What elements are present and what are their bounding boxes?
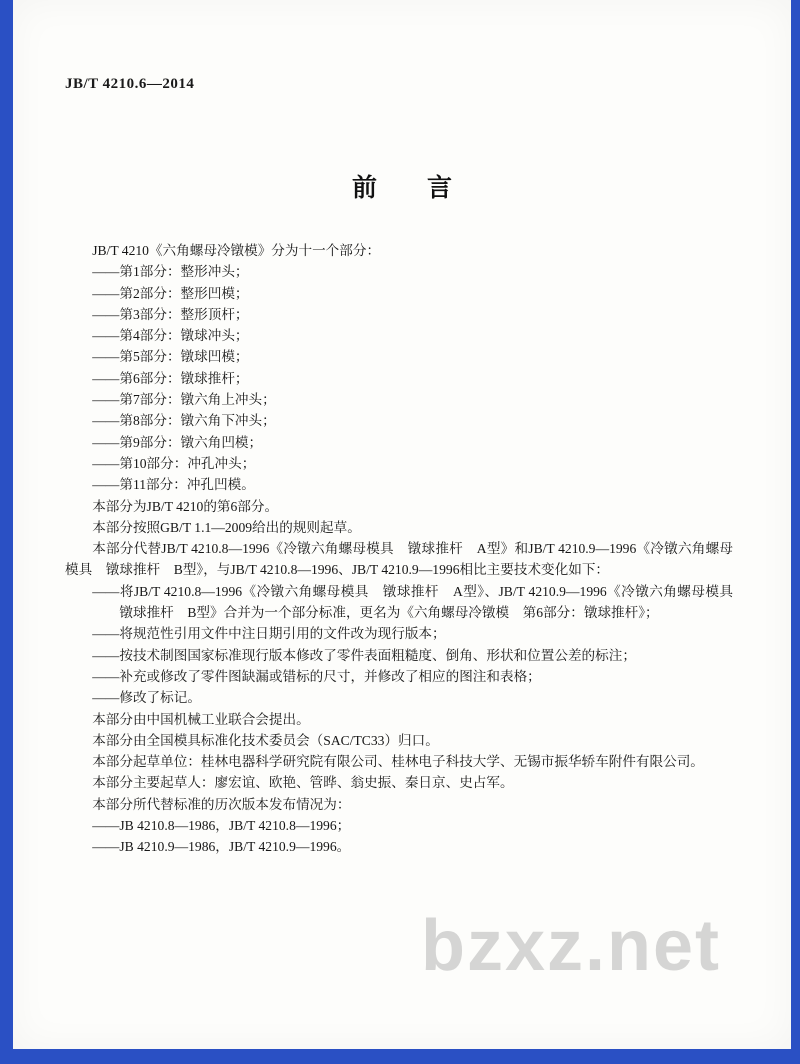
foreword-body	[65, 240, 747, 858]
paragraph: ——将规范性引用文件中注日期引用的文件改为现行版本；	[92, 626, 446, 642]
paragraph: 本部分代替JB/T 4210.8—1996《冷镦六角螺母模具 镦球推杆 A型》和JB/T 4210.9—1996《冷镦六角螺母模具 镦球推杆 B型》，与JB/T 4210.8—1996、JB/T 4210.9—1996相比主要技术变化如下：	[65, 541, 733, 578]
paragraph: ——第8部分：镦六角下冲头；	[92, 413, 276, 429]
paragraph: 本部分所代替标准的历次版本发布情况为：	[92, 796, 351, 812]
paragraph: ——第5部分：镦球凹模；	[92, 349, 249, 365]
paragraph: ——按技术制图国家标准现行版本修改了零件表面粗糙度、倒角、形状和位置公差的标注；	[92, 647, 636, 663]
paragraph: 本部分为JB/T 4210的第6部分。	[92, 498, 279, 514]
paragraph: ——第7部分：镦六角上冲头；	[92, 392, 276, 408]
paragraph: ——第3部分：整形顶杆；	[92, 306, 249, 322]
paragraph: ——第10部分：冲孔冲头；	[92, 455, 256, 471]
doc-number: JB/T 4210.6—2014	[65, 76, 195, 92]
paragraph: ——第4部分：镦球冲头；	[92, 328, 249, 344]
scan-edge-left	[0, 0, 13, 1064]
paragraph: ——将JB/T 4210.8—1996《冷镦六角螺母模具 镦球推杆 A型》、JB/T 4210.9—1996《冷镦六角螺母模具 镦球推杆 B型》合并为一个部分标准，更名为《六角螺母冷镦模 第6部分：镦球推杆》；	[92, 583, 747, 621]
paragraph: 本部分由中国机械工业联合会提出。	[92, 711, 310, 727]
scan-edge-right	[791, 0, 800, 1064]
paragraph: ——修改了标记。	[92, 690, 201, 706]
scan-edge-bottom	[0, 1049, 800, 1064]
paragraph: ——第11部分：冲孔凹模。	[92, 477, 255, 493]
paragraph: ——第1部分：整形冲头；	[92, 264, 249, 280]
paragraph: 本部分按照GB/T 1.1—2009给出的规则起草。	[92, 519, 361, 535]
paragraph: ——第9部分：镦六角凹模；	[92, 434, 263, 450]
paragraph: 本部分由全国模具标准化技术委员会（SAC/TC33）归口。	[92, 732, 439, 748]
paragraph: ——第2部分：整形凹模；	[92, 285, 249, 301]
foreword-title: 前 言	[351, 175, 452, 202]
watermark: bzxz.net	[420, 906, 721, 986]
paragraph: ——第6部分：镦球推杆；	[92, 370, 249, 386]
paragraph: ——JB 4210.8—1986，JB/T 4210.8—1996；	[92, 818, 351, 834]
paragraph: ——JB 4210.9—1986，JB/T 4210.9—1996。	[92, 839, 351, 855]
paragraph: 本部分主要起草人：廖宏谊、欧艳、管晔、翁史振、秦日京、史占军。	[92, 775, 514, 791]
paragraph: ——补充或修改了零件图缺漏或错标的尺寸，并修改了相应的图注和表格；	[92, 668, 541, 684]
paragraph: JB/T 4210《六角螺母冷镦模》分为十一个部分：	[92, 243, 381, 258]
document-page	[13, 0, 791, 1049]
paragraph: 本部分起草单位：桂林电器科学研究院有限公司、桂林电子科技大学、无锡市振华轿车附件有限公司。	[92, 754, 704, 770]
